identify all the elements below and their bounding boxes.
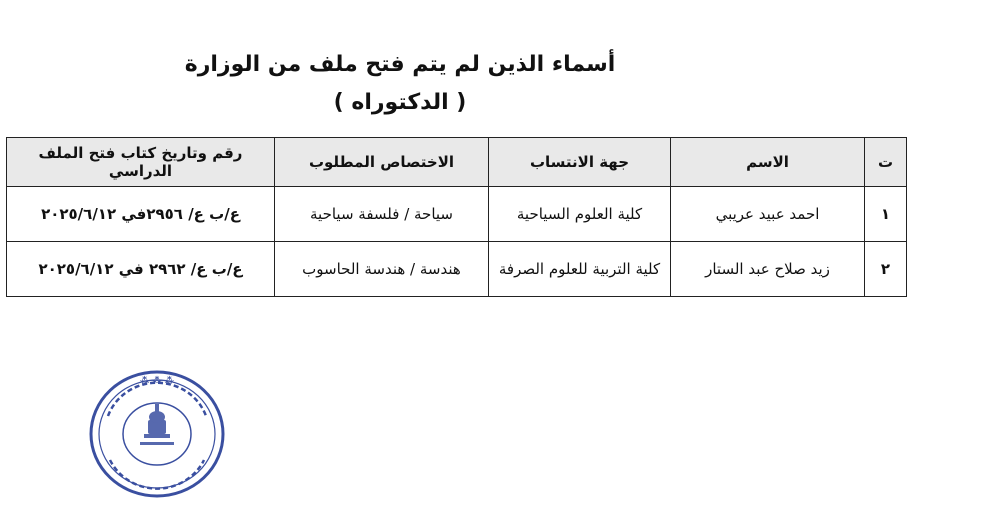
row-number: ٢ (865, 242, 907, 297)
row-reference: ع/ب ع/ ٢٩٥٦في ٢٠٢٥/٦/١٢ (7, 187, 275, 242)
svg-text:⁂ ⁂ ⁂: ⁂ ⁂ ⁂ (140, 376, 174, 386)
document-subtitle: ( الدكتوراه ) (333, 90, 467, 115)
header-no: ت (865, 138, 907, 187)
header-name: الاسم (671, 138, 865, 187)
row-reference: ع/ب ع/ ٢٩٦٢ في ٢٠٢٥/٦/١٢ (7, 242, 275, 297)
candidates-table (6, 137, 907, 297)
row-affiliation: كلية العلوم السياحية (489, 187, 671, 242)
table-row (7, 242, 907, 297)
row-specialization: هندسة / هندسة الحاسوب (275, 242, 489, 297)
header-affiliation: جهة الانتساب (489, 138, 671, 187)
row-affiliation: كلية التربية للعلوم الصرفة (489, 242, 671, 297)
row-name: زيد صلاح عبد الستار (671, 242, 865, 297)
table-header-row (7, 138, 907, 187)
table-row (7, 187, 907, 242)
header-specialization: الاختصاص المطلوب (275, 138, 489, 187)
header-reference: رقم وتاريخ كتاب فتح الملف الدراسي (7, 138, 275, 187)
row-specialization: سياحة / فلسفة سياحية (275, 187, 489, 242)
row-number: ١ (865, 187, 907, 242)
row-name: احمد عبيد عريبي (671, 187, 865, 242)
university-seal-stamp (88, 368, 226, 500)
document-title: أسماء الذين لم يتم فتح ملف من الوزارة (184, 52, 616, 77)
